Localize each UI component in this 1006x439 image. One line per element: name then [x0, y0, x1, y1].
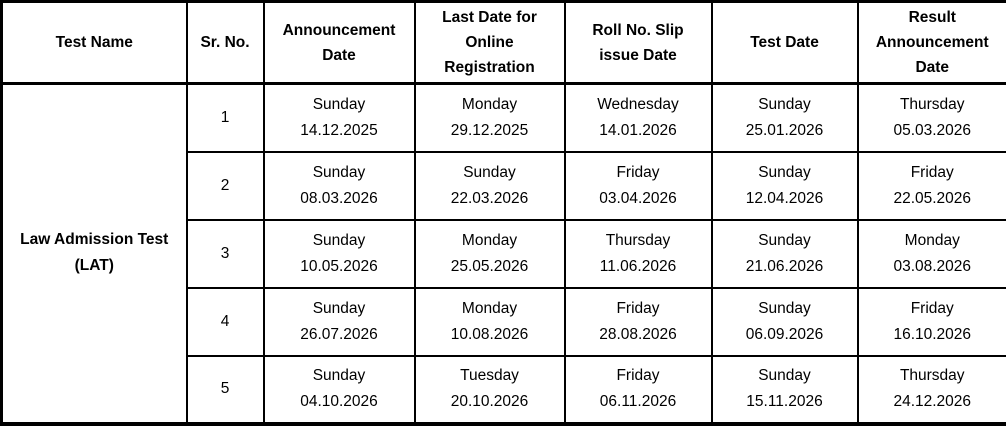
day-label: Sunday [312, 231, 366, 249]
day-label: Friday [616, 299, 660, 317]
day-label: Thursday [605, 231, 671, 249]
day-label: Monday [461, 231, 518, 249]
date-label: 15.11.2026 [746, 393, 823, 410]
roll-no-slip-cell [565, 356, 712, 424]
day-label: Thursday [899, 95, 965, 113]
date-label: 06.09.2026 [745, 325, 824, 343]
announcement-date-cell [264, 356, 415, 424]
header-row [2, 2, 1006, 84]
result-date-cell [858, 220, 1006, 288]
date-label: 26.07.2026 [300, 325, 378, 343]
date-label: 25.05.2026 [450, 257, 529, 275]
date-label: 11.06.2026 [599, 257, 677, 275]
result-date-cell [858, 152, 1006, 220]
last-date-registration-cell [415, 220, 565, 288]
date-label: 03.08.2026 [893, 257, 972, 275]
test-date-cell [712, 220, 858, 288]
day-label: Sunday [758, 299, 811, 317]
roll-no-slip-cell [565, 152, 712, 220]
roll-no-slip-cell [565, 220, 712, 288]
last-date-registration-cell [415, 356, 565, 424]
date-label: 25.01.2026 [745, 121, 824, 139]
day-label: Sunday [312, 163, 366, 181]
col-header-test-date: Test Date [712, 2, 858, 84]
result-date-cell [858, 288, 1006, 356]
announcement-date-cell [264, 288, 415, 356]
announcement-date-cell [264, 152, 415, 220]
last-date-registration-cell [415, 288, 565, 356]
announcement-date-cell [264, 84, 415, 152]
date-label: 10.08.2026 [450, 325, 529, 343]
col-header-result-announcement-date: Result Announcement Date [858, 2, 1006, 84]
test-date-cell [712, 84, 858, 152]
date-label: 08.03.2026 [300, 189, 378, 207]
date-label: 28.08.2026 [599, 325, 677, 343]
day-label: Thursday [899, 367, 965, 384]
date-label: 12.04.2026 [745, 189, 824, 207]
date-label: 24.12.2026 [893, 393, 972, 410]
test-date-cell [712, 152, 858, 220]
day-label: Monday [461, 95, 518, 113]
sr-no-cell: 3 [187, 220, 264, 288]
result-date-cell [858, 84, 1006, 152]
day-label: Sunday [758, 231, 811, 249]
col-header-announcement-date: Announcement Date [264, 2, 415, 84]
date-label: 14.12.2025 [300, 121, 378, 139]
roll-no-slip-cell [565, 288, 712, 356]
date-label: 22.05.2026 [893, 189, 972, 207]
result-date-cell [858, 356, 1006, 424]
day-label: Friday [616, 367, 660, 384]
day-label: Sunday [758, 163, 811, 181]
day-label: Sunday [758, 95, 811, 113]
date-label: 10.05.2026 [300, 257, 378, 275]
day-label: Monday [461, 299, 518, 317]
date-label: 05.03.2026 [893, 121, 972, 139]
day-label: Sunday [758, 367, 811, 384]
date-label: 29.12.2025 [450, 121, 529, 139]
day-label: Wednesday [597, 95, 679, 113]
day-label: Sunday [312, 367, 366, 384]
date-label: 20.10.2026 [450, 393, 529, 410]
day-label: Sunday [312, 299, 366, 317]
date-label: 21.06.2026 [745, 257, 824, 275]
date-label: 16.10.2026 [893, 325, 972, 343]
test-name-cell: Law Admission Test (LAT) [2, 84, 187, 424]
day-label: Sunday [463, 163, 516, 181]
col-header-last-date-online-registration: Last Date for Online Registration [415, 2, 565, 84]
sr-no-cell: 1 [187, 84, 264, 152]
day-label: Sunday [312, 95, 366, 113]
test-date-cell [712, 288, 858, 356]
day-label: Friday [910, 299, 954, 317]
col-header-test-name: Test Name [2, 2, 187, 84]
day-label: Tuesday [460, 367, 519, 384]
date-label: 14.01.2026 [599, 121, 677, 139]
sr-no-cell: 4 [187, 288, 264, 356]
day-label: Friday [910, 163, 954, 181]
last-date-registration-cell [415, 152, 565, 220]
table-row [2, 84, 1006, 152]
col-header-roll-no-slip-issue-date: Roll No. Slip issue Date [565, 2, 712, 84]
day-label: Friday [616, 163, 660, 181]
last-date-registration-cell [415, 84, 565, 152]
announcement-date-cell [264, 220, 415, 288]
sr-no-cell: 5 [187, 356, 264, 424]
day-label: Monday [904, 231, 960, 249]
date-label: 22.03.2026 [450, 189, 529, 207]
date-label: 06.11.2026 [599, 393, 677, 410]
col-header-sr-no: Sr. No. [187, 2, 264, 84]
sr-no-cell: 2 [187, 152, 264, 220]
test-date-cell [712, 356, 858, 424]
roll-no-slip-cell [565, 84, 712, 152]
date-label: 03.04.2026 [599, 189, 677, 207]
date-label: 04.10.2026 [300, 393, 378, 410]
